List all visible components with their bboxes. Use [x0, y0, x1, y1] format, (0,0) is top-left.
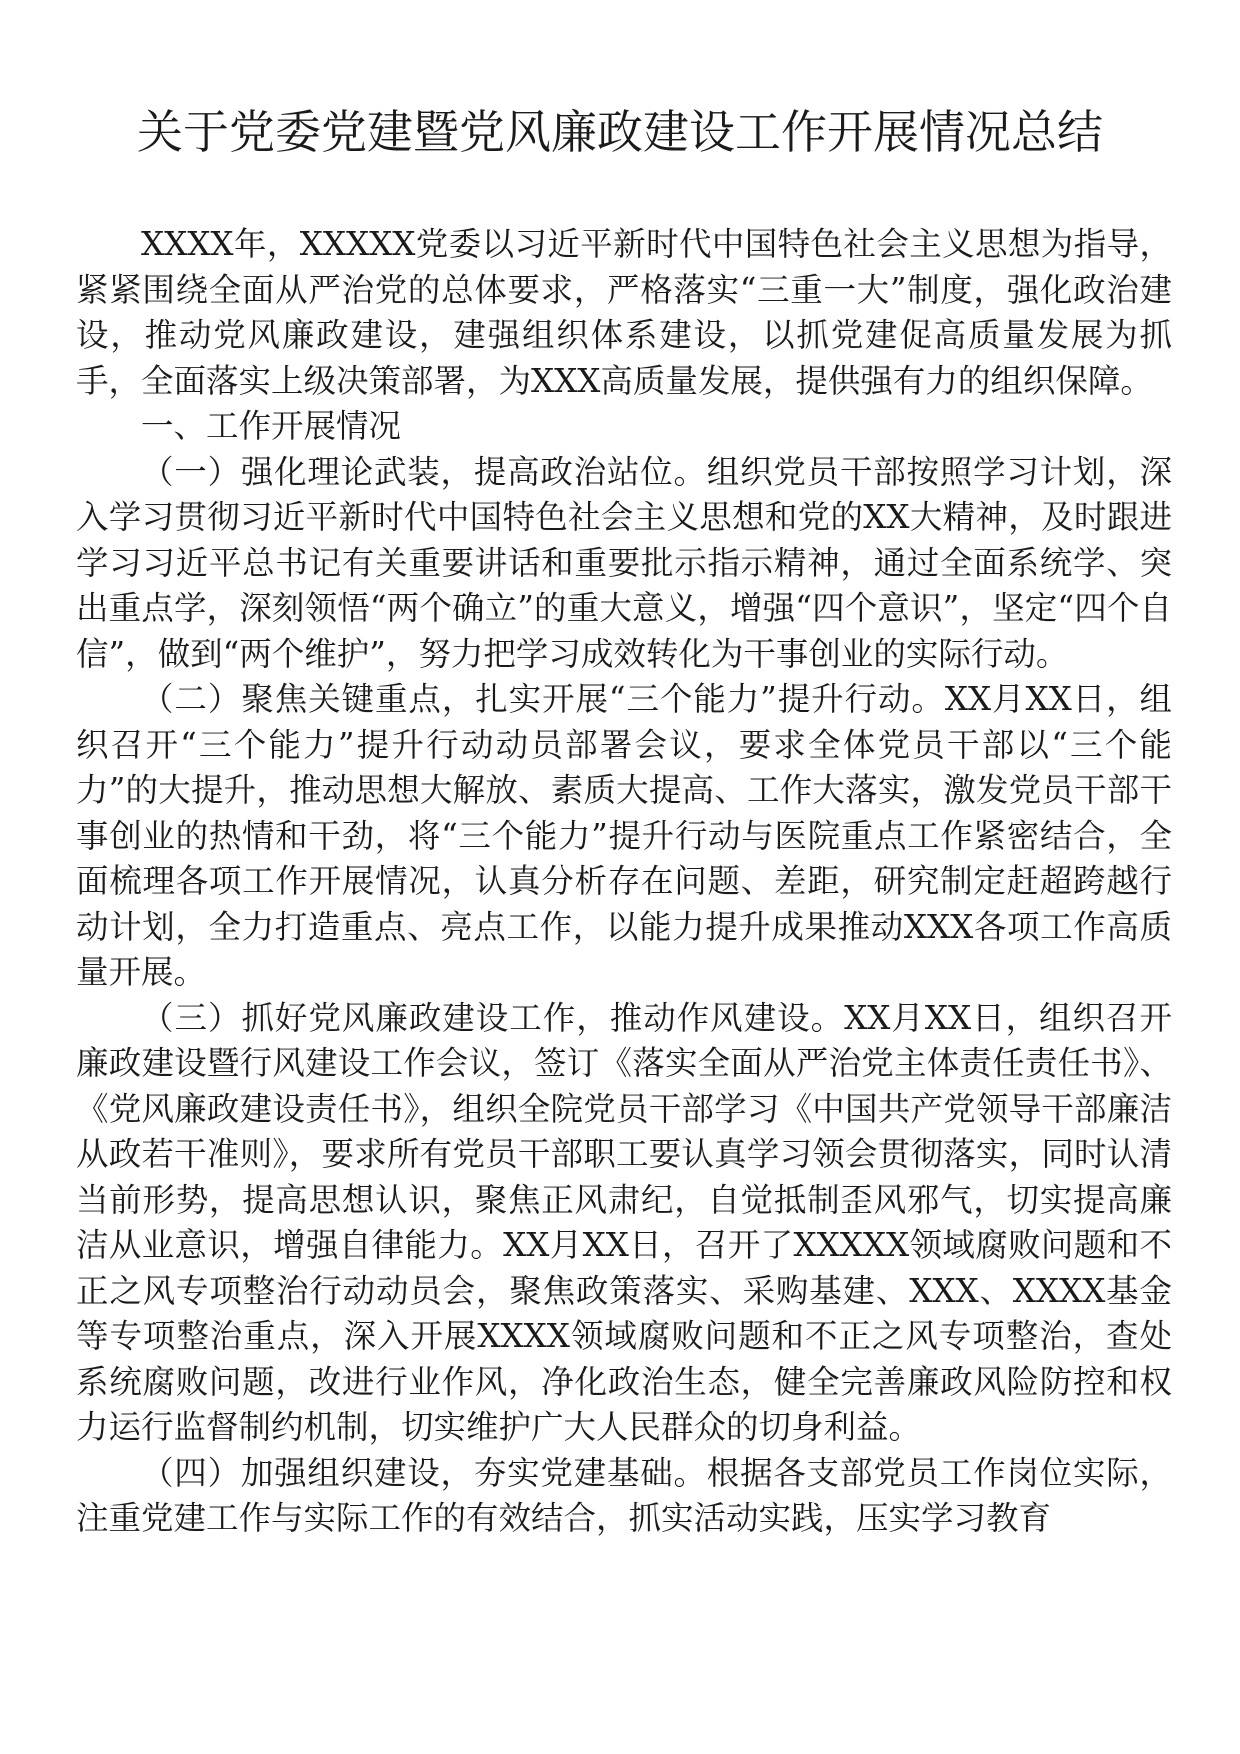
section-paragraph-3: （三）抓好党风廉政建设工作，推动作风建设。XX月XX日，组织召开廉政建设暨行风建设工作会议，签订《落实全面从严治党主体责任责任书》、《党风廉政建设责任书》，组织全院党员干部学习《中国共产党领导干部廉洁从政若干准则》，要求所有党员干部职工要认真学习领会贯彻落实，同时认清当前形势，提高思想认识，聚焦正风肃纪，自觉抵制歪风邪气，切实提高廉洁从业意识，增强自律能力。XX月XX日，召开了XXXXX领域腐败问题和不正之风专项整治行动动员会，聚焦政策落实、采购基建、XXX、XXXX基金等专项整治重点，深入开展XXXX领域腐败问题和不正之风专项整治，查处系统腐败问题，改进行业作风，净化政治生态，健全完善廉政风险防控和权力运行监督制约机制，切实维护广大人民群众的切身利益。: [76, 998, 1172, 1446]
section-paragraph-4: （四）加强组织建设，夯实党建基础。根据各支部党员工作岗位实际，注重党建工作与实际工作的有效结合，抓实活动实践，压实学习教育: [76, 1453, 1172, 1537]
document-body: [76, 222, 1172, 1542]
document-title: 关于党委党建暨党风廉政建设工作开展情况总结: [137, 105, 1103, 159]
section-paragraph-1: （一）强化理论武装，提高政治站位。组织党员干部按照学习计划，深入学习贯彻习近平新时代中国特色社会主义思想和党的XX大精神，及时跟进学习习近平总书记有关重要讲话和重要批示指示精神，通过全面系统学、突出重点学，深刻领悟“两个确立”的重大意义，增强“四个意识”，坚定“四个自信”，做到“两个维护”，努力把学习成效转化为干事创业的实际行动。: [76, 452, 1172, 673]
section-heading: 一、工作开展情况: [141, 407, 402, 445]
intro-paragraph: XXXX年，XXXXX党委以习近平新时代中国特色社会主义思想为指导，紧紧围绕全面从严治党的总体要求，严格落实“三重一大”制度，强化政治建设，推动党风廉政建设，建强组织体系建设，以抓党建促高质量发展为抓手，全面落实上级决策部署，为XXX高质量发展，提供强有力的组织保障。: [76, 225, 1172, 400]
section-paragraph-2: （二）聚焦关键重点，扎实开展“三个能力”提升行动。XX月XX日，组织召开“三个能力”提升行动动员部署会议，要求全体党员干部以“三个能力”的大提升，推动思想大解放、素质大提高、工作大落实，激发党员干部干事创业的热情和干劲，将“三个能力”提升行动与医院重点工作紧密结合，全面梳理各项工作开展情况，认真分析存在问题、差距，研究制定赶超跨越行动计划，全力打造重点、亮点工作，以能力提升成果推动XXX各项工作高质量开展。: [76, 680, 1172, 991]
